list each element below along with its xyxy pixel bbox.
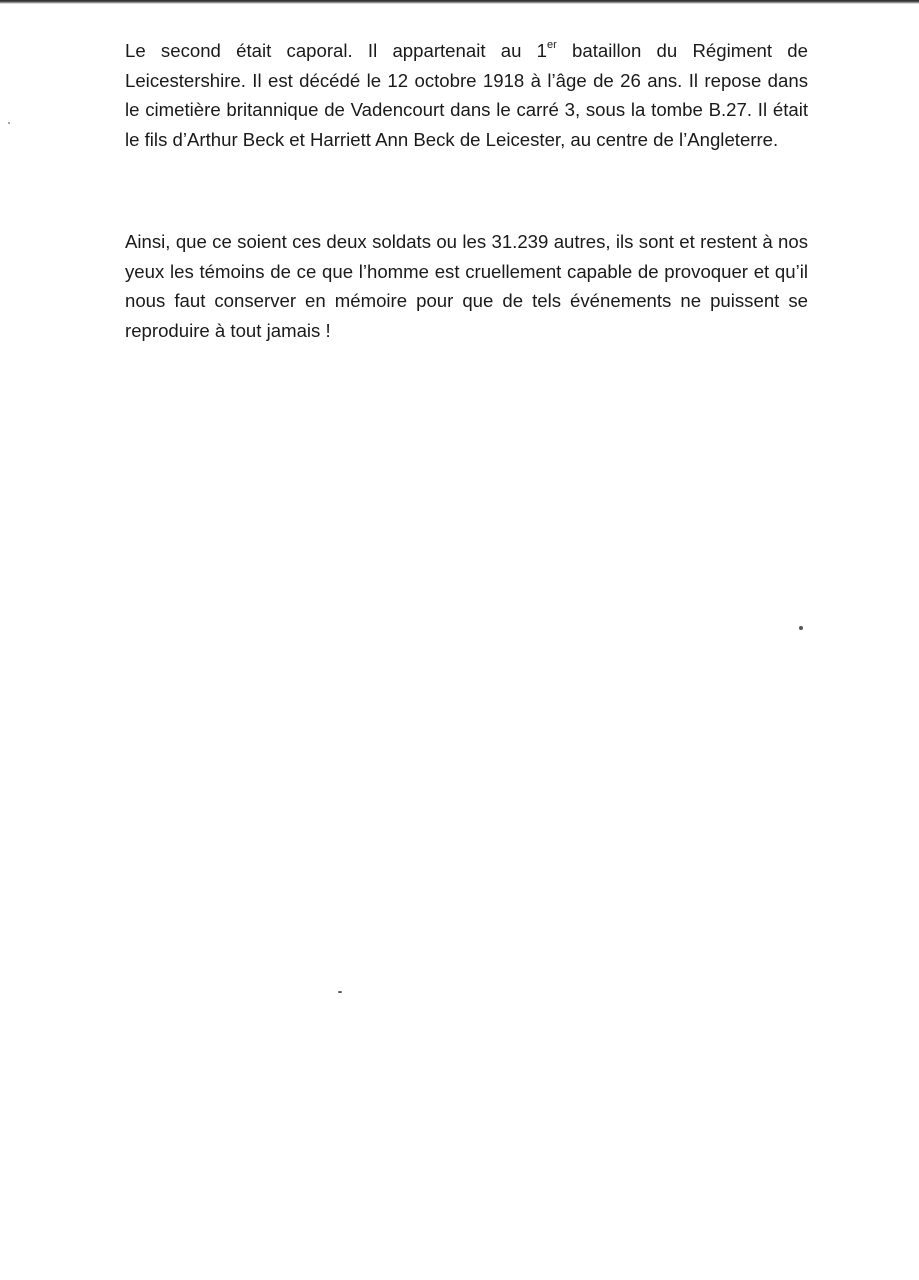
scan-top-edge [0, 0, 919, 4]
scan-speck [338, 991, 342, 993]
paragraph-1-text-end: bataillon du Régiment de Leicestershire. Il est décédé le 12 octobre 1918 à l’âge de 26 ans. Il repose dans le cimetière britannique de Vadencourt dans le carré 3, sous la tombe B.27. Il était le fils d’Arthur Beck et Harriett Ann Beck de Leicester, au centre de l’Angleterre. [125, 40, 808, 150]
paragraph-1 [125, 36, 808, 154]
scan-speck [799, 626, 803, 630]
paragraph-2 [125, 227, 808, 345]
paragraph-1-text-start: Le second était caporal. Il appartenait au 1 [125, 40, 548, 61]
paragraph-2-text: Ainsi, que ce soient ces deux soldats ou les 31.239 autres, ils sont et restent à nos yeux les témoins de ce que l’homme est cruellement capable de provoquer et qu’il nous faut conserver en mémoire pour que de tels événements ne puissent se reproduire à tout jamais ! [125, 231, 808, 341]
ordinal-superscript: er [547, 38, 557, 51]
scan-speck [8, 122, 10, 124]
